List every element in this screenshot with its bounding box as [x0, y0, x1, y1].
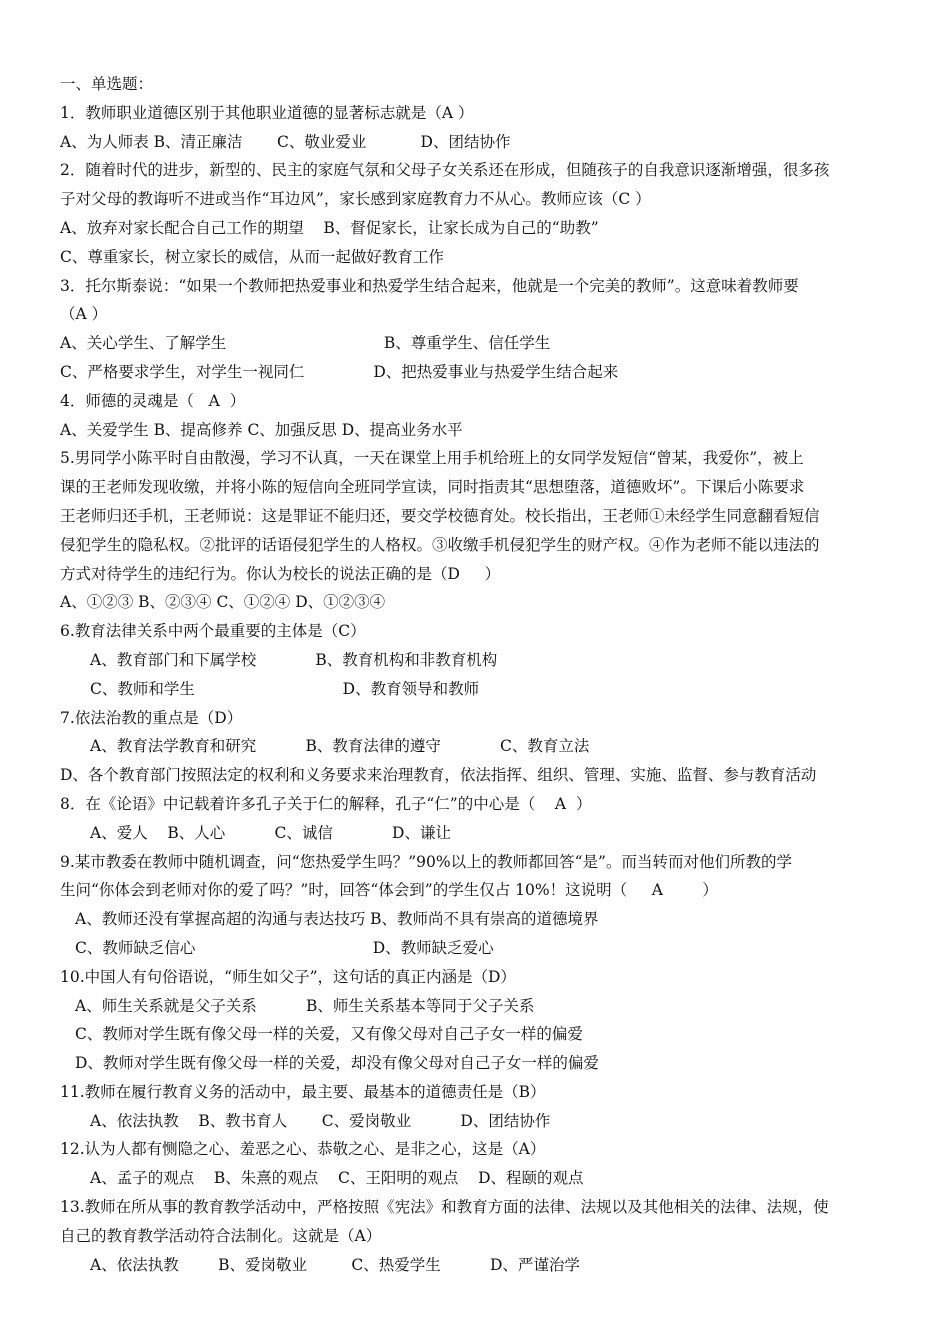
text-line: A、依法执教 B、爱岗敬业 C、热爱学生 D、严谨治学	[90, 1255, 580, 1274]
text-line: C、教师缺乏信心 D、教师缺乏爱心	[75, 938, 494, 957]
text-line: 1．教师职业道德区别于其他职业道德的显著标志就是（A ）	[60, 103, 474, 122]
section-heading: 一、单选题：	[60, 75, 154, 93]
text-line: A、爱人 B、人心 C、诚信 D、谦让	[90, 823, 451, 842]
text-line: 方式对待学生的违纪行为。你认为校长的说法正确的是（D ）	[60, 564, 501, 583]
text-line: 5.男同学小陈平时自由散漫，学习不认真，一天在课堂上用手机给班上的女同学发短信“曾某，我爱你”，被上	[60, 449, 804, 468]
text-line: D、各个教育部门按照法定的权利和义务要求来治理教育，依法指挥、组织、管理、实施、监督、参与教育活动	[60, 766, 817, 785]
text-line: D、教师对学生既有像父母一样的关爱，却没有像父母对自己子女一样的偏爱	[75, 1054, 599, 1073]
text-line: 11.教师在履行教育义务的活动中，最主要、最基本的道德责任是（B）	[60, 1082, 546, 1101]
text-line: C、严格要求学生，对学生一视同仁 D、把热爱事业与热爱学生结合起来	[60, 362, 619, 381]
text-line: 2．随着时代的进步，新型的、民主的家庭气氛和父母子女关系还在形成，但随孩子的自我意识逐渐增强，很多孩	[60, 161, 830, 180]
text-line: 自己的教育教学活动符合法制化。这就是（A）	[60, 1226, 382, 1245]
text-line: A、关心学生、了解学生 B、尊重学生、信任学生	[60, 334, 551, 353]
text-line: A、关爱学生 B、提高修养 C、加强反思 D、提高业务水平	[60, 420, 463, 439]
text-line: A、教师还没有掌握高超的沟通与表达技巧 B、教师尚不具有崇高的道德境界	[75, 910, 599, 929]
text-line: C、尊重家长，树立家长的威信，从而一起做好教育工作	[60, 247, 444, 266]
text-line: 3．托尔斯泰说：“如果一个教师把热爱事业和热爱学生结合起来，他就是一个完美的教师”。这意味着教师要	[60, 276, 799, 295]
text-line: A、为人师表 B、清正廉洁 C、敬业爱业 D、团结协作	[60, 132, 511, 151]
text-line: 王老师归还手机，王老师说：这是罪证不能归还，要交学校德育处。校长指出，王老师①未经学生同意翻看短信	[60, 506, 820, 525]
text-line: 9.某市教委在教师中随机调查，问“您热爱学生吗？”90%以上的教师都回答“是”。而当转而对他们所教的学	[60, 852, 792, 871]
text-line: A、①②③ B、②③④ C、①②④ D、①②③④	[60, 593, 386, 612]
text-line: 6.教育法律关系中两个最重要的主体是（C）	[60, 622, 366, 641]
text-line: 课的王老师发现收缴，并将小陈的短信向全班同学宣读，同时指责其“思想堕落，道德败坏”。下课后小陈要求	[60, 478, 805, 497]
text-line: 13.教师在所从事的教育教学活动中，严格按照《宪法》和教育方面的法律、法规以及其他相关的法律、法规，使	[60, 1198, 829, 1217]
text-line: A、依法执教 B、教书育人 C、爱岗敬业 D、团结协作	[90, 1111, 551, 1130]
text-line: （A ）	[60, 305, 108, 324]
text-line: A、教育法学教育和研究 B、教育法律的遵守 C、教育立法	[90, 737, 590, 756]
text-line: C、教师和学生 D、教育领导和教师	[90, 679, 480, 698]
text-line: 生问“你体会到老师对你的爱了吗？”时，回答“体会到”的学生仅占 10%！这说明（ A ）	[60, 881, 718, 900]
text-line: 10.中国人有句俗语说，“师生如父子”，这句话的真正内涵是（D）	[60, 967, 516, 986]
text-line: A、孟子的观点 B、朱熹的观点 C、王阳明的观点 D、程颐的观点	[90, 1169, 584, 1188]
text-line: A、放弃对家长配合自己工作的期望 B、督促家长，让家长成为自己的“助教”	[60, 218, 599, 237]
text-line: 侵犯学生的隐私权。②批评的话语侵犯学生的人格权。③收缴手机侵犯学生的财产权。④作为老师不能以违法的	[60, 535, 820, 554]
text-line: 7.依法治教的重点是（D）	[60, 708, 243, 727]
text-line: A、教育部门和下属学校 B、教育机构和非教育机构	[90, 650, 498, 669]
document-page	[60, 70, 890, 1279]
text-line: 子对父母的教诲听不进或当作“耳边风”，家长感到家庭教育力不从心。教师应该（C ）	[60, 190, 651, 209]
text-line: C、教师对学生既有像父母一样的关爱，又有像父母对自己子女一样的偏爱	[75, 1025, 583, 1044]
text-line: 8．在《论语》中记载着许多孔子关于仁的解释，孔子“仁”的中心是（ A ）	[60, 794, 592, 813]
text-line: A、师生关系就是父子关系 B、师生关系基本等同于父子关系	[75, 996, 535, 1015]
text-line: 4．师德的灵魂是（ A ）	[60, 391, 246, 410]
text-line: 12.认为人都有恻隐之心、羞恶之心、恭敬之心、是非之心，这是（A）	[60, 1140, 546, 1159]
